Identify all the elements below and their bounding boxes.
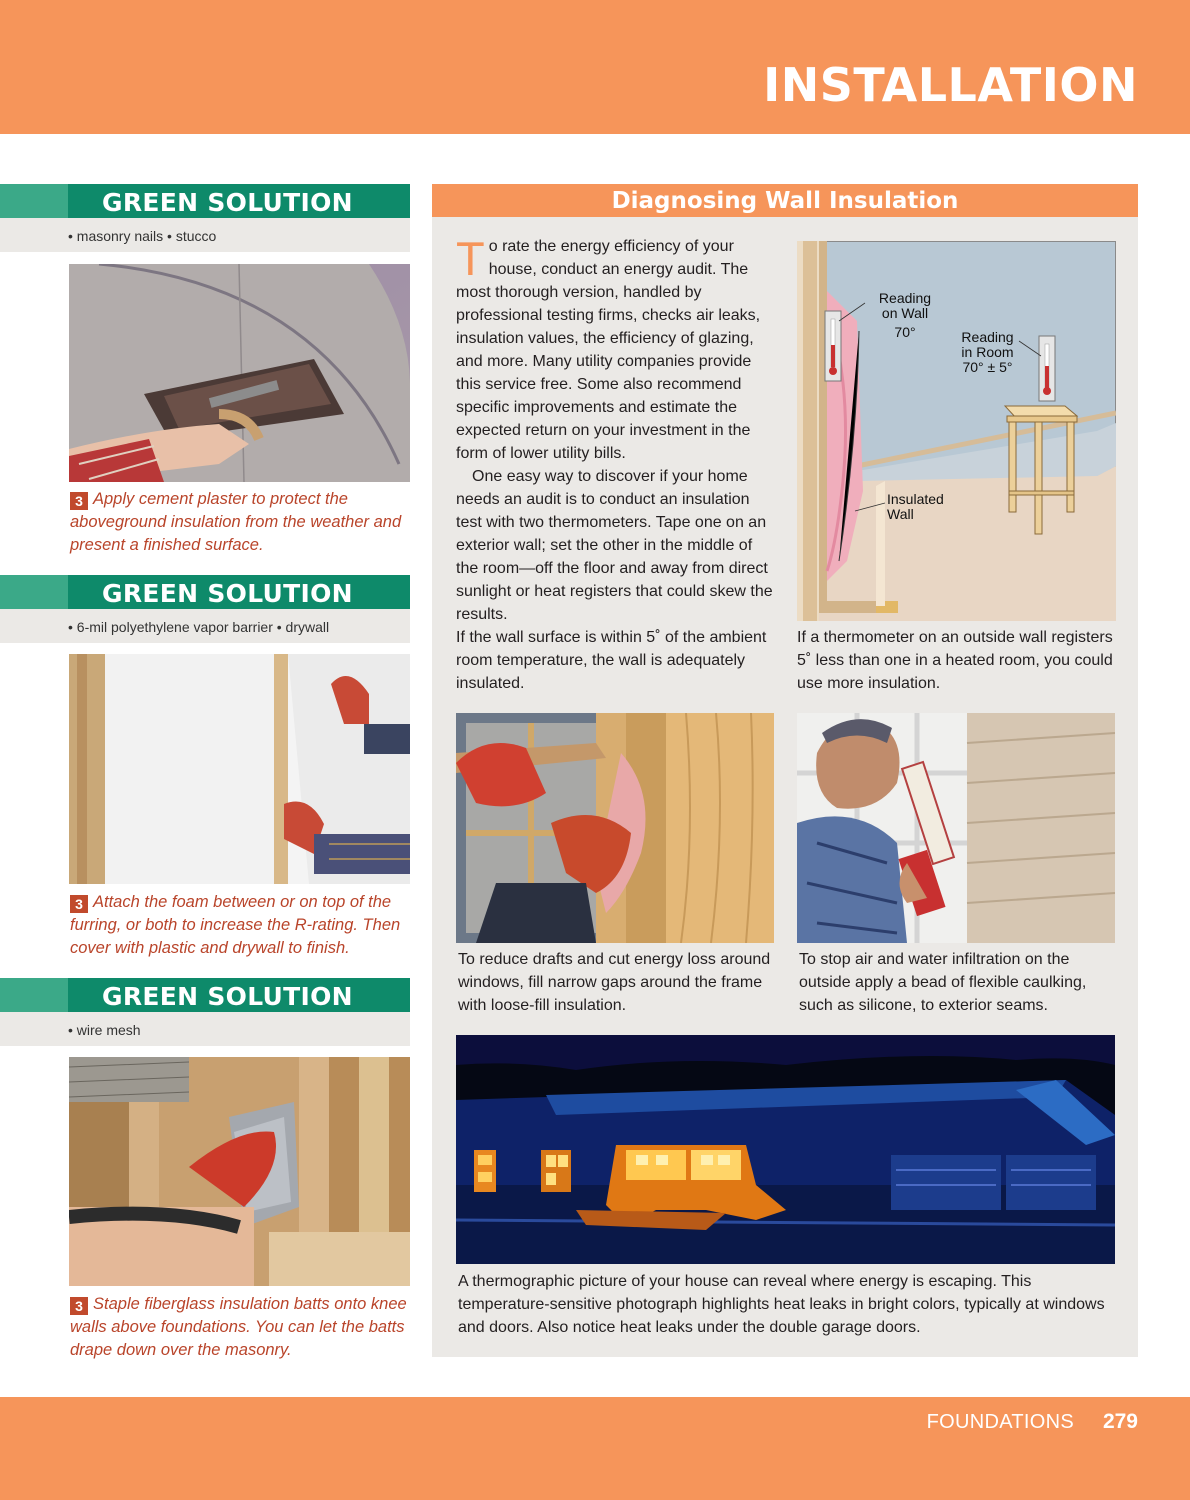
paragraph-3: If the wall surface is within 5˚ of the ambient room temperature, the wall is adequately insulated. <box>456 629 767 692</box>
photo-foam-board <box>69 654 410 884</box>
label-reading-in-room: Reading in Room 70° ± 5° <box>961 329 1014 375</box>
step-caption-2: 3 Attach the foam between or on top of the furring, or both to increase the R-rating. Then cover with plastic and drywall to finish. <box>70 893 401 957</box>
drop-cap: T <box>456 232 485 285</box>
step-number-badge: 3 <box>70 895 88 913</box>
diagram-caption: If a thermometer on an outside wall registers 5˚ less than one in a heated room, you could use more insulation. <box>797 629 1113 692</box>
window-photo-caption: To reduce drafts and cut energy loss around windows, fill narrow gaps around the frame with loose-fill insulation. <box>458 951 771 1014</box>
green-solution-materials-2 <box>0 609 410 643</box>
green-solution-title: GREEN SOLUTION <box>102 188 353 217</box>
photo-thermographic-house <box>456 1035 1115 1264</box>
page-title: INSTALLATION <box>763 58 1138 112</box>
sidebar-body-text <box>456 232 778 695</box>
photo-fiberglass-batts <box>69 1057 410 1286</box>
step-caption-1: 3 Apply cement plaster to protect the aboveground insulation from the weather and present a finished surface. <box>70 490 402 554</box>
page-number: 279 <box>1102 1410 1138 1433</box>
green-solution-header-2 <box>0 575 410 609</box>
photo-window-insulation <box>456 713 774 943</box>
sidebar-header <box>432 184 1138 217</box>
sidebar-title: Diagnosing Wall Insulation <box>611 188 959 214</box>
green-solution-materials-3 <box>0 1012 410 1046</box>
green-solution-title: GREEN SOLUTION <box>102 579 353 608</box>
materials-list: • wire mesh <box>68 1022 141 1038</box>
paragraph-1: o rate the energy efficiency of your house, conduct an energy audit. The most thorough version, handled by professional testing firms, checks air leaks, insulation values, the efficiency of glazing, and more. Many utility companies provide this service free. Some also recommend specific improvements and estimate the expected return on your investment in the form of lower utility bills. <box>456 238 761 462</box>
label-insulated-wall: Insulated Wall <box>887 491 944 522</box>
green-solution-title: GREEN SOLUTION <box>102 982 353 1011</box>
label-reading-on-wall: Reading on Wall 70° <box>878 290 932 340</box>
step-caption-3: 3 Staple fiberglass insulation batts onto knee walls above foundations. You can let the batts drape down over the masonry. <box>70 1295 407 1359</box>
step-number-badge: 3 <box>70 1297 88 1315</box>
thermographic-caption: A thermographic picture of your house can reveal where energy is escaping. This temperature-sensitive photograph highlights heat leaks in bright colors, typically at windows and doors. Also notice heat leaks under the double garage doors. <box>458 1273 1105 1336</box>
materials-list: • 6-mil polyethylene vapor barrier • drywall <box>68 619 330 635</box>
photo-cement-plaster <box>69 264 410 482</box>
green-solution-header-1 <box>0 184 410 218</box>
green-solution-header-3 <box>0 978 410 1012</box>
photo-caulking <box>797 713 1115 943</box>
materials-list: • masonry nails • stucco <box>68 228 217 244</box>
caulking-photo-caption: To stop air and water infiltration on the outside apply a bead of flexible caulking, such as silicone, to exterior seams. <box>799 951 1087 1014</box>
footer-section-name: FOUNDATIONS <box>926 1411 1074 1433</box>
thermometer-diagram <box>797 241 1116 621</box>
step-number-badge: 3 <box>70 492 88 510</box>
paragraph-2: One easy way to discover if your home needs an audit is to conduct an insulation test with two thermometers. Tape one on an exterior wall; set the other in the middle of the room—off the floor and away from direct sunlight or heat registers that could skew the results. <box>456 468 773 623</box>
green-solution-materials-1 <box>0 218 410 252</box>
